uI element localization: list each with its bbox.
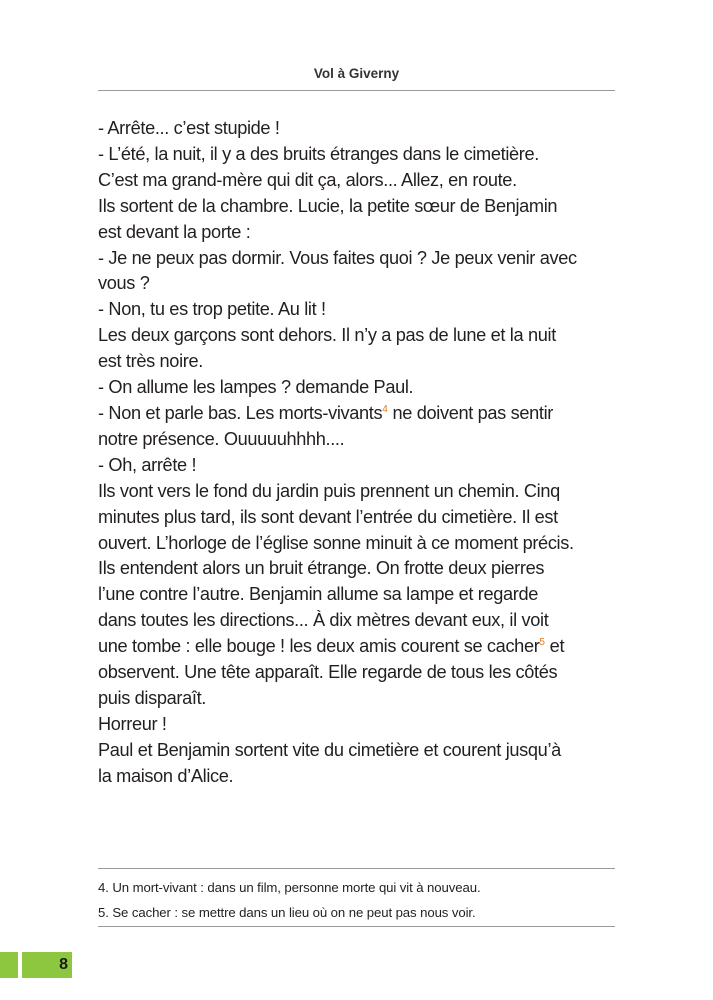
text-line: l’une contre l’autre. Benjamin allume sa lampe et regarde xyxy=(98,584,539,605)
text-line: Ils entendent alors un bruit étrange. On frotte deux pierres xyxy=(98,558,545,579)
text-line: - Non, tu es trop petite. Au lit ! xyxy=(98,299,326,320)
text-line: dans toutes les directions... À dix mètres devant eux, il voit xyxy=(98,610,549,631)
text-line: vous ? xyxy=(98,273,150,294)
footnotes xyxy=(98,875,618,925)
text-line: est devant la porte : xyxy=(98,221,251,242)
page-number: 8 xyxy=(22,952,72,978)
footnote-rule-top xyxy=(98,868,615,869)
text-line: notre présence. Ouuuuuhhhh.... xyxy=(98,428,345,449)
text-line: puis disparaît. xyxy=(98,687,206,708)
text-line: - On allume les lampes ? demande Paul. xyxy=(98,377,414,398)
text-line xyxy=(98,634,620,660)
text-line: - Je ne peux pas dormir. Vous faites quoi ? Je peux venir avec xyxy=(98,247,577,268)
text-line: - L’été, la nuit, il y a des bruits étranges dans le cimetière. xyxy=(98,143,539,164)
text-line: C’est ma grand-mère qui dit ça, alors... Allez, en route. xyxy=(98,169,517,190)
text-line: Horreur ! xyxy=(98,713,167,734)
footnote-ref-5: 5 xyxy=(539,637,545,649)
header-rule xyxy=(98,90,615,91)
text-line: - Oh, arrête ! xyxy=(98,454,197,475)
text-segment: et xyxy=(544,636,565,657)
story-text xyxy=(98,116,620,790)
text-line: observent. Une tête apparaît. Elle regarde de tous les côtés xyxy=(98,662,558,683)
running-header: Vol à Giverny xyxy=(313,66,400,81)
text-line: la maison d’Alice. xyxy=(98,765,234,786)
footnote-5: 5. Se cacher : se mettre dans un lieu où on ne peut pas nous voir. xyxy=(98,905,476,920)
footnote-rule-bottom xyxy=(98,926,615,927)
text-line: - Arrête... c’est stupide ! xyxy=(98,118,280,138)
text-line: Ils sortent de la chambre. Lucie, la petite sœur de Benjamin xyxy=(98,195,558,216)
footnote-ref-4: 4 xyxy=(382,403,388,415)
text-line: minutes plus tard, ils sont devant l’entrée du cimetière. Il est xyxy=(98,506,558,527)
text-line: Ils vont vers le fond du jardin puis prennent un chemin. Cinq xyxy=(98,480,560,501)
text-line: est très noire. xyxy=(98,351,203,372)
text-segment: - Non et parle bas. Les morts-vivants xyxy=(98,402,383,423)
text-segment: une tombe : elle bouge ! les deux amis courent se cacher xyxy=(98,636,540,657)
text-line: Les deux garçons sont dehors. Il n’y a pas de lune et la nuit xyxy=(98,325,556,346)
footnote-4: 4. Un mort-vivant : dans un film, personne morte qui vit à nouveau. xyxy=(98,880,481,895)
page-tab-accent xyxy=(0,952,18,978)
text-line: Paul et Benjamin sortent vite du cimetière et courent jusqu’à xyxy=(98,739,561,760)
text-line: ouvert. L’horloge de l’église sonne minuit à ce moment précis. xyxy=(98,532,574,553)
text-line xyxy=(98,401,620,427)
text-segment: ne doivent pas sentir xyxy=(387,402,553,423)
